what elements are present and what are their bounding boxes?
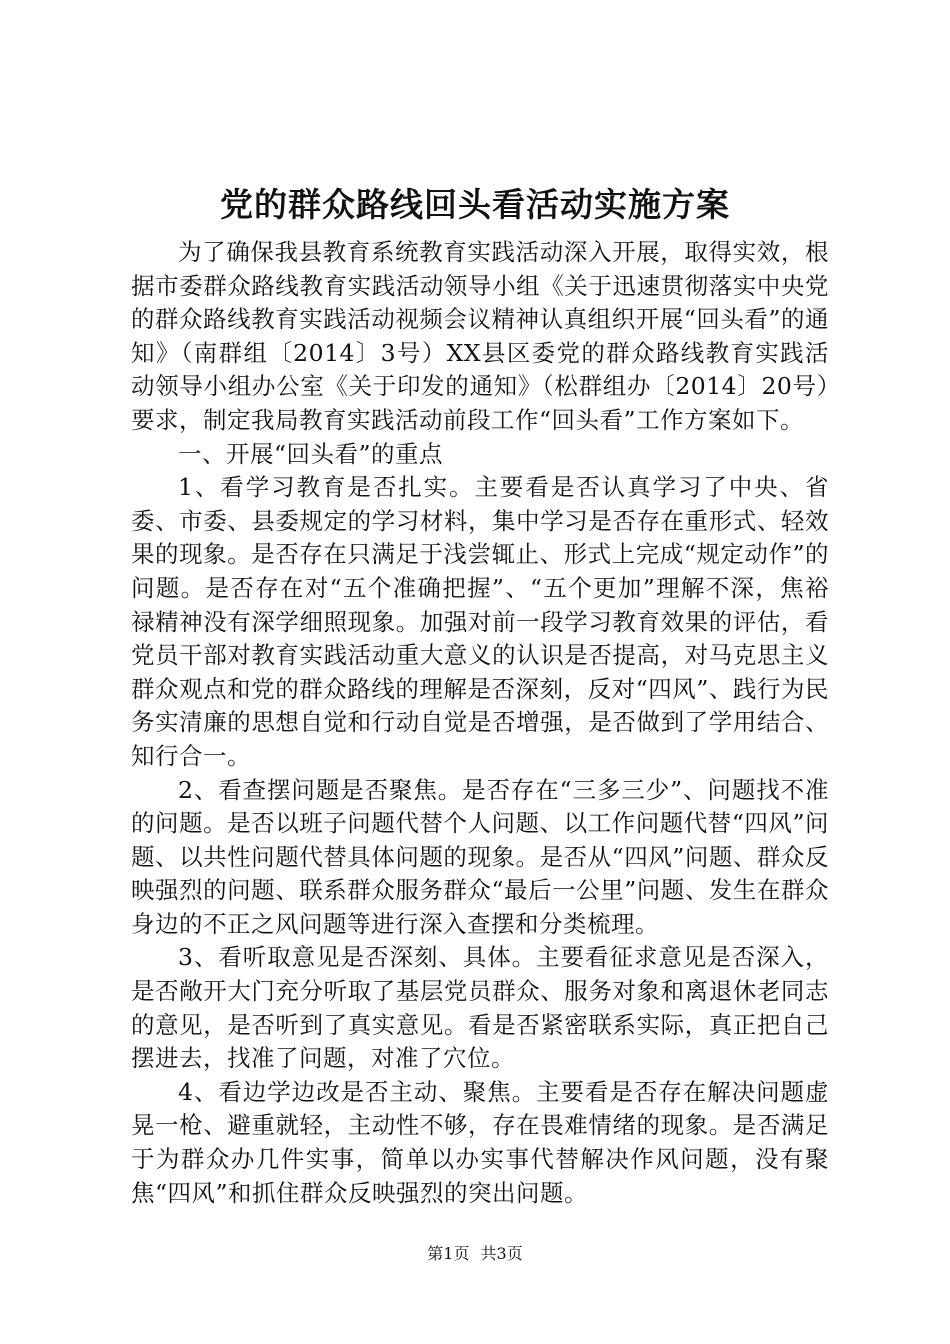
item-2-paragraph: 2、看查摆问题是否聚焦。是否存在“三多三少”、问题找不准的问题。是否以班子问题代替个人问题、以工作问题代替“四风”问题、以共性问题代替具体问题的现象。是否从“四风”问题、群众反映强烈的问题、联系群众服务群众“最后一公里”问题、发生在群众身边的不正之风问题等进行深入查摆和分类梳理。	[131, 775, 829, 938]
section-heading: 一、开展“回头看”的重点	[178, 439, 444, 468]
document-title: 党的群众路线回头看活动实施方案	[220, 185, 730, 224]
item-4-paragraph: 4、看边学边改是否主动、聚焦。主要看是否存在解决问题虚晃一枪、避重就轻，主动性不够，存在畏难情绪的现象。是否满足于为群众办几件实事，简单以办实事代替解决作风问题，没有聚焦“四风”和抓住群众反映强烈的突出问题。	[131, 1077, 829, 1207]
intro-paragraph: 为了确保我县教育系统教育实践活动深入开展，取得实效，根据市委群众路线教育实践活动领导小组《关于迅速贯彻落实中央党的群众路线教育实践活动视频会议精神认真组织开展“回头看”的通知》（南群组〔2014〕3号）XX县区委党的群众路线教育实践活动领导小组办公室《关于印发的通知》（松群组办〔2014〕20号）要求，制定我局教育实践活动前段工作“回头看”工作方案如下。	[131, 238, 829, 434]
item-1-paragraph: 1、看学习教育是否扎实。主要看是否认真学习了中央、省委、市委、县委规定的学习材料，集中学习是否存在重形式、轻效果的现象。是否存在只满足于浅尝辄止、形式上完成“规定动作”的问题。是否存在对“五个准确把握”、“五个更加”理解不深，焦裕禄精神没有深学细照现象。加强对前一段学习教育效果的评估，看党员干部对教育实践活动重大意义的认识是否提高，对马克思主义群众观点和党的群众路线的理解是否深刻，反对“四风”、践行为民务实清廉的思想自觉和行动自觉是否增强，是否做到了学用结合、知行合一。	[131, 473, 829, 770]
item-3-paragraph: 3、看听取意见是否深刻、具体。主要看征求意见是否深入，是否敞开大门充分听取了基层党员群众、服务对象和离退休老同志的意见，是否听到了真实意见。看是否紧密联系实际，真正把自己摆进去，找准了问题，对准了穴位。	[131, 943, 829, 1073]
document-body	[131, 236, 829, 1210]
page-footer: 第1页 共3页	[427, 1244, 523, 1263]
